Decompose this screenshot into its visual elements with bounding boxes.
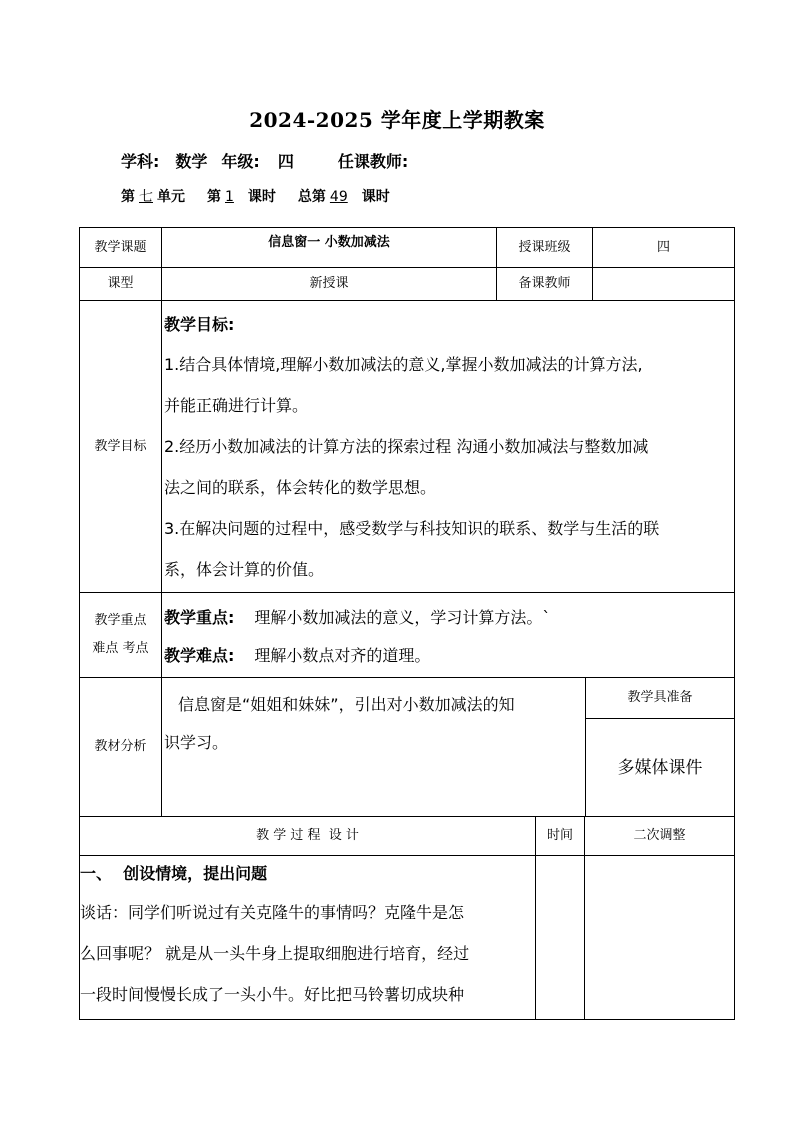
process-line: 谈话：同学们听说过有关克隆牛的事情吗？克隆牛是怎 <box>80 903 465 922</box>
process-label: 教 学 过 程 设 计 <box>256 828 359 843</box>
unit-suffix: 单元 <box>157 189 185 205</box>
header-subject-row <box>121 149 408 172</box>
lesson-prefix: 第 <box>207 189 221 205</box>
goal-line: 3.在解决问题的过程中，感受数学与科技知识的联系、数学与生活的联 <box>164 519 660 538</box>
focus-label-line1: 教学重点 <box>94 613 147 628</box>
teacher-label: 任课教师: <box>337 152 409 171</box>
page-title: 2024-2025 学年度上学期教案 <box>249 108 545 132</box>
analysis-line: 信息窗是“姐姐和妹妹”，引出对小数加减法的知 <box>178 695 515 714</box>
goals-heading: 教学目标: <box>164 315 235 334</box>
prep-teacher-value <box>593 268 734 300</box>
topic-label: 教学课题 <box>94 239 147 255</box>
key-point-row <box>164 599 734 637</box>
adjust-label: 二次调整 <box>633 828 686 843</box>
subject-value: 数学 <box>175 152 208 171</box>
goal-line: 1.结合具体情境,理解小数加减法的意义,掌握小数加减法的计算方法, <box>164 355 643 374</box>
lesson-number: 1 <box>225 189 234 205</box>
process-content <box>80 856 535 1015</box>
time-label: 时间 <box>546 828 573 843</box>
total-suffix: 课时 <box>361 189 390 205</box>
section1-heading: 一、 创设情境，提出问题 <box>80 864 268 883</box>
type-value: 新授课 <box>309 276 349 291</box>
class-label: 授课班级 <box>518 239 571 255</box>
analysis-label: 教材分析 <box>94 739 147 754</box>
goals-content <box>164 306 734 590</box>
analysis-line: 识学习。 <box>164 733 229 752</box>
difficulty-row <box>164 637 734 675</box>
total-number: 49 <box>329 189 348 205</box>
goal-line: 系，体会计算的价值。 <box>164 560 325 579</box>
goal-line: 2.经历小数加减法的计算方法的探索过程 沟通小数加减法与整数加减 <box>164 437 649 456</box>
grade-value: 四 <box>277 152 294 171</box>
focus-label <box>80 593 161 677</box>
unit-number: 七 <box>139 189 153 205</box>
total-prefix: 总第 <box>297 189 326 205</box>
goal-line: 法之间的联系，体会转化的数学思想。 <box>164 478 437 497</box>
analysis-content <box>164 686 584 762</box>
grade-label: 年级: <box>221 152 260 171</box>
process-line: 么回事呢？ 就是从一头牛身上提取细胞进行培育，经过 <box>80 944 470 963</box>
difficulty-text: 理解小数点对齐的道理。 <box>254 646 431 665</box>
key-point-text: 理解小数加减法的意义，学习计算方法。` <box>254 608 551 627</box>
tools-value: 多媒体课件 <box>617 757 703 778</box>
header-lesson-row <box>121 186 390 206</box>
class-value: 四 <box>656 239 670 255</box>
focus-label-line2: 难点 考点 <box>92 641 149 656</box>
prep-teacher-label: 备课教师 <box>518 276 571 291</box>
key-point-label: 教学重点: <box>164 608 235 627</box>
difficulty-label: 教学难点: <box>164 646 235 665</box>
goals-label: 教学目标 <box>94 438 147 454</box>
goal-line: 并能正确进行计算。 <box>164 396 309 415</box>
focus-content <box>164 599 734 675</box>
tools-label: 教学具准备 <box>627 690 693 705</box>
process-line: 一段时间慢慢长成了一头小牛。好比把马铃薯切成块种 <box>80 985 465 1004</box>
lesson-suffix: 课时 <box>247 189 276 205</box>
topic-value: 信息窗一 小数加减法 <box>268 235 390 250</box>
subject-label: 学科: <box>121 152 160 171</box>
unit-prefix: 第 <box>121 189 135 205</box>
type-label: 课型 <box>107 276 134 291</box>
